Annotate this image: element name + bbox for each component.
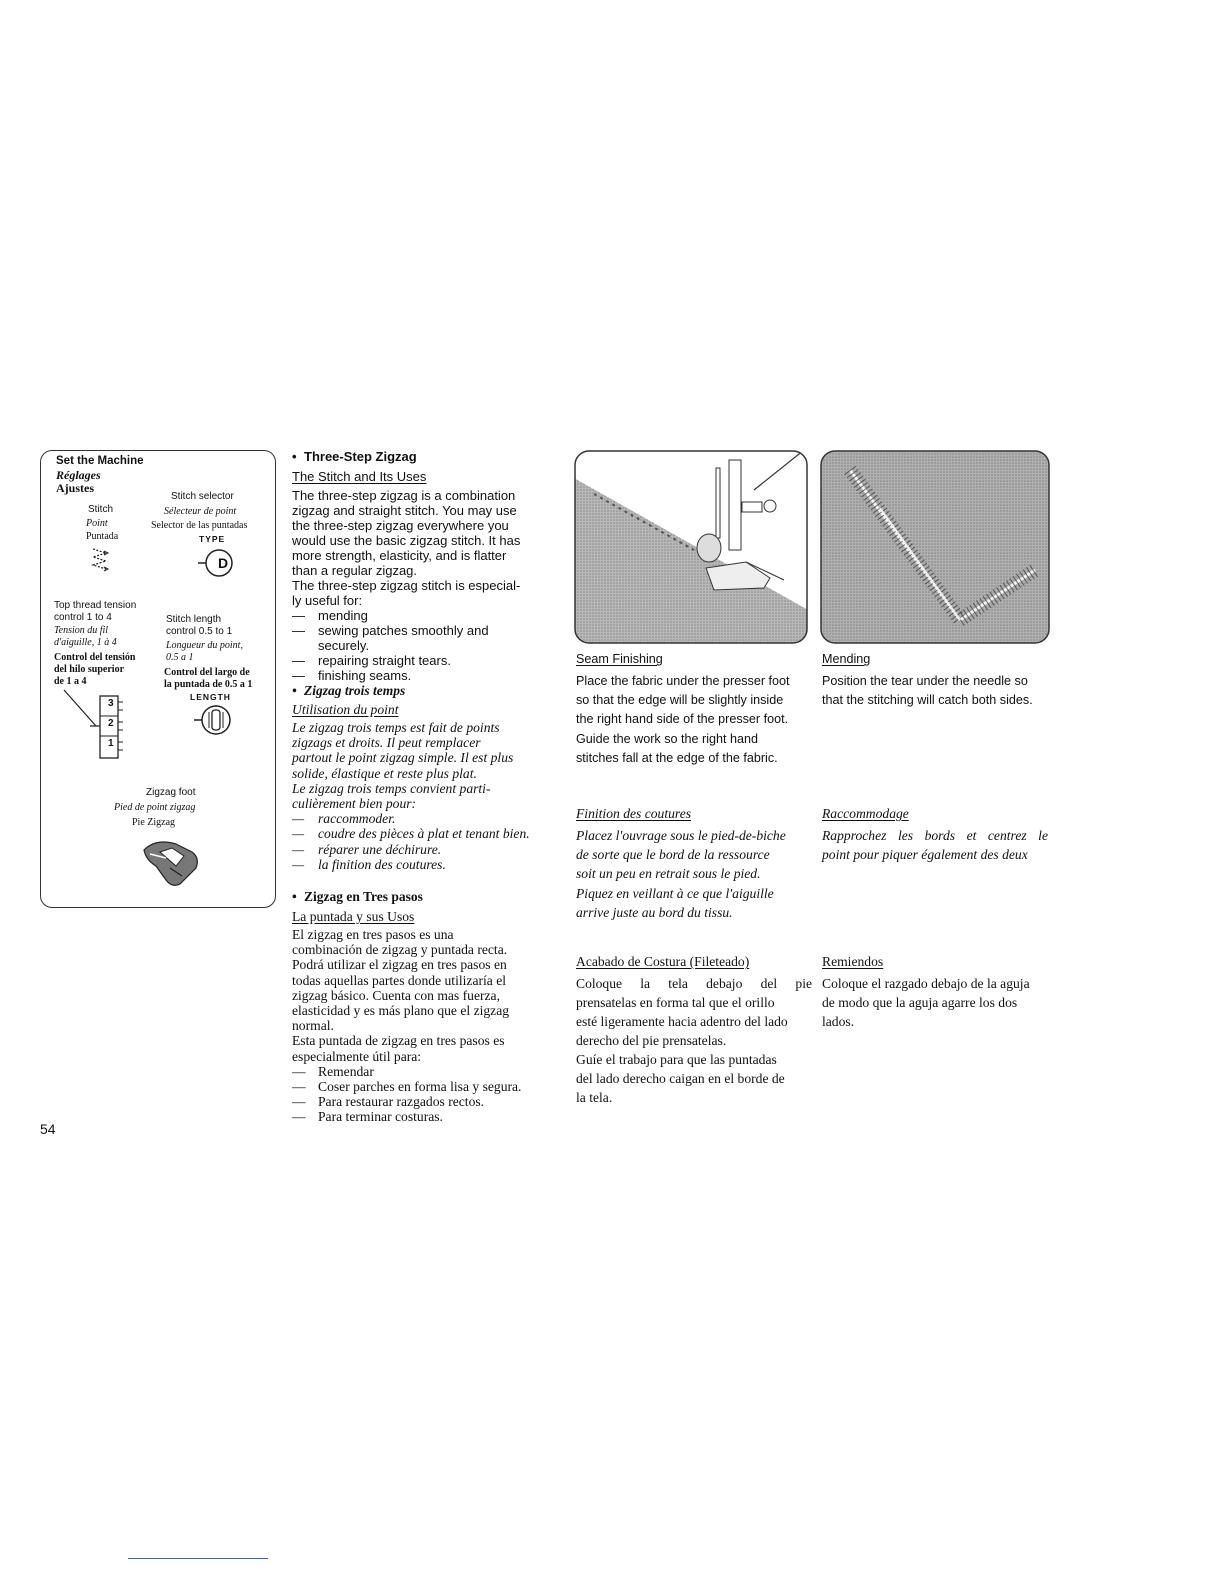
zigzag-foot-icon [136,832,208,892]
three-step-zigzag-stitch-icon [88,545,118,575]
stitch-label-es: Puntada [86,531,119,542]
tension-fr-2: d'aiguille, 1 à 4 [54,637,117,648]
tension-es-2: del hilo superior [54,664,125,675]
seam-finishing-en-p1: Place the fabric under the presser foot so that the edge will be slightly inside the right hand side of the presser foot. [576,674,790,726]
stitch-label-en: Stitch [88,504,114,515]
list-item: — finishing seams. [292,668,412,683]
type-dial-value: D [217,555,229,571]
tension-dial-3: 3 [108,698,114,709]
tension-en-1: Top thread tension [54,600,137,611]
stitch-selector-fr: Sélecteur de point [164,506,237,517]
list-item: — mending [292,608,368,623]
length-en-1: Stitch length [166,614,222,625]
english-subheading: The Stitch and Its Uses [292,469,427,484]
settings-title-en: Set the Machine [56,455,144,467]
mending-title-es: Remiendos [822,954,884,969]
list-item: — Para terminar costuras. [292,1109,443,1125]
list-item: — la finition des coutures. [292,856,446,872]
length-dial-icon [192,702,240,738]
seam-finishing-es-p2: Guíe el trabajo para que las puntadas del lado derecho caigan en el borde de la tela. [576,1052,785,1105]
zigzag-foot-fr: Pied de point zigzag [114,802,196,813]
list-item: — sewing patches smoothly and securely. [292,623,489,653]
french-paragraph-1: Le zigzag trois temps est fait de points zigzags et droits. Il peut remplacer partout le point zigzag simple. Il est plus solide, élastique et reste plus plat. Le zigzag trois temps convient parti- culièrement bien pour: — raccommoder. — coudre des pièces à plat et tenant bien. — réparer une déchirure. — la finition des coutures. [292,720,538,872]
tension-dial-2: 2 [108,718,114,729]
spanish-paragraph-1: El zigzag en tres pasos es una combinación de zigzag y puntada recta. Podrá utilizar el zigzag en tres pasos en todas aquellas partes donde utilizaría el zigzag básico. Cuenta con mas fuerza, elasticidad y es más plano que el zigzag normal. Esta puntada de zigzag en tres pasos es especialmente útil para: — Remendar — Coser parches en forma lisa y segura. — Para restaurar razgados rectos. — Para terminar costuras. [292,927,538,1125]
tension-es-3: de 1 a 4 [54,676,87,687]
mending-title-en: Mending [822,652,871,666]
list-item: — coudre des pièces à plat et tenant bien. [292,826,530,842]
page-number: 54 [40,1121,56,1137]
mending-en-p1: Position the tear under the needle so that the stitching will catch both sides. [822,674,1033,707]
spanish-heading: • Zigzag en Tres pasos [292,889,423,904]
seam-finishing-illustration [574,450,808,644]
tension-es-1: Control del tensión [54,652,136,663]
seam-finishing-en-p2: Guide the work so the right hand stitches fall at the edge of the fabric. [576,732,778,765]
settings-title-fr: Réglages [56,468,101,482]
mending-fr-p1: Rapprochez les bords et centrez le point pour piquer également des deux [822,828,1048,862]
mending-es-p1: Coloque el razgado debajo de la aguja de modo que la aguja agarre los dos lados. [822,976,1030,1029]
stitch-selector-en: Stitch selector [171,491,234,502]
french-heading: • Zigzag trois temps [292,683,406,698]
type-label: TYPE [199,534,226,544]
length-en-2: control 0.5 to 1 [166,626,233,637]
list-item: — raccommoder. [292,811,396,827]
mending-title-fr: Raccommodage [822,806,909,821]
stitch-label-fr: Point [86,518,108,529]
length-label: LENGTH [190,692,231,702]
seam-finishing-fr-p2: Piquez en veillant à ce que l'aiguille arrive juste au bord du tissu. [576,886,774,920]
length-es-1: Control del largo de [164,667,250,678]
stitch-selector-es: Selector de las puntadas [151,520,248,531]
length-es-2: la puntada de 0.5 a 1 [164,679,253,690]
english-paragraph-1: The three-step zigzag is a combination zigzag and straight stitch. You may use the three-step zigzag everywhere you would use the basic zigzag stitch. It has more strength, elasticity, and is flatter than a regular zigzag. The three-step zigzag stitch is especial- ly useful for: — mending — sewing patches smoothly and securely. — repairing straight tears. — finishing seams. [292,488,538,683]
list-item: — Remendar [292,1063,374,1079]
tension-dial-icon [60,688,130,762]
length-fr-2: 0.5 a 1 [166,652,194,663]
mending-illustration [820,450,1050,644]
tension-fr-1: Tension du fil [54,625,109,636]
tension-dial-1: 1 [108,738,114,749]
list-item: — réparer une déchirure. [292,841,442,857]
zigzag-foot-es: Pie Zigzag [132,817,176,828]
seam-finishing-fr-p1: Placez l'ouvrage sous le pied-de-biche de sorte que le bord de la ressource soit un peu en retrait sous le pied. [576,828,786,881]
spanish-subheading: La puntada y sus Usos [292,909,415,924]
list-item: — Para restaurar razgados rectos. [292,1094,485,1110]
list-item: — repairing straight tears. [292,653,451,668]
footer-rule [128,1558,268,1559]
tension-en-2: control 1 to 4 [54,612,112,623]
seam-finishing-title-es: Acabado de Costura (Fileteado) [576,954,750,969]
three-step-zigzag-heading: • Three-Step Zigzag [292,449,417,464]
seam-finishing-title-en: Seam Finishing [576,652,663,666]
length-fr-1: Longueur du point, [166,640,243,651]
seam-finishing-title-fr: Finition des coutures [576,806,692,821]
seam-finishing-es-p1: Coloque la tela debajo del pie prensatelas en forma tal que el orillo esté ligeramente hacia adentro del lado derecho del pie prensatelas. [576,976,812,1048]
settings-title-es: Ajustes [56,481,94,495]
french-subheading: Utilisation du point [292,702,399,717]
list-item: — Coser parches en forma lisa y segura. [292,1079,522,1095]
zigzag-foot-en: Zigzag foot [146,787,196,798]
